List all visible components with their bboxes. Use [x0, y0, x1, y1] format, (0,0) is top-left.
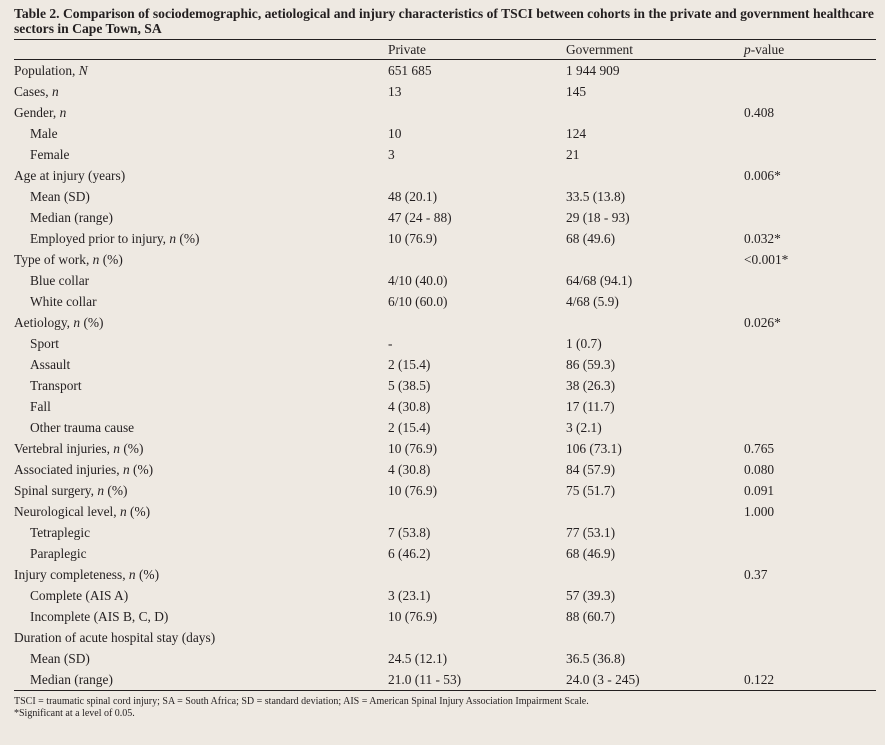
table-row [14, 522, 876, 543]
government-value [566, 312, 744, 333]
table-row [14, 564, 876, 585]
row-label: Injury completeness, n (%) [14, 566, 160, 582]
p-value [744, 417, 876, 438]
table-row [14, 627, 876, 648]
p-value: 0.37 [744, 566, 768, 582]
government-value: 36.5 (36.8) [566, 650, 626, 666]
p-value [744, 606, 876, 627]
stat-symbol: n [128, 566, 136, 582]
p-value [744, 585, 876, 606]
p-value: 0.006* [744, 167, 781, 183]
row-label: Aetiology, n (%) [14, 314, 104, 330]
table-row [14, 585, 876, 606]
row-label: Gender, n [14, 104, 67, 120]
stat-symbol: n [59, 104, 67, 120]
private-value: 3 [388, 146, 395, 162]
private-value [388, 102, 566, 123]
private-value: 6/10 (60.0) [388, 293, 448, 309]
table-row [14, 501, 876, 522]
p-value [744, 354, 876, 375]
private-value: - [388, 335, 393, 351]
government-value [566, 501, 744, 522]
p-value [744, 144, 876, 165]
government-value: 68 (46.9) [566, 545, 616, 561]
p-value [744, 333, 876, 354]
government-value [566, 627, 744, 648]
table-row [14, 417, 876, 438]
stat-symbol: n [51, 83, 59, 99]
p-value [744, 60, 876, 81]
stat-symbol: n [169, 230, 177, 246]
p-value [744, 375, 876, 396]
private-value: 10 [388, 125, 402, 141]
government-value: 29 (18 - 93) [566, 209, 630, 225]
data-table-body [14, 60, 876, 690]
table-row [14, 459, 876, 480]
private-value: 4/10 (40.0) [388, 272, 448, 288]
p-value [744, 543, 876, 564]
row-label: Fall [30, 398, 51, 414]
footnote-significance: *Significant at a level of 0.05. [14, 707, 135, 719]
row-label: Neurological level, n (%) [14, 503, 151, 519]
private-value [388, 249, 566, 270]
header-government: Government [566, 41, 633, 57]
private-value [388, 627, 566, 648]
government-value [566, 102, 744, 123]
p-value [744, 123, 876, 144]
row-label: Spinal surgery, n (%) [14, 482, 128, 498]
p-value [744, 81, 876, 102]
private-value: 13 [388, 83, 402, 99]
table-row [14, 354, 876, 375]
row-label: Duration of acute hospital stay (days) [14, 629, 216, 645]
government-value: 33.5 (13.8) [566, 188, 626, 204]
footnotes [14, 696, 876, 719]
government-value: 77 (53.1) [566, 524, 616, 540]
government-value: 4/68 (5.9) [566, 293, 619, 309]
table-header [14, 40, 876, 59]
private-value: 2 (15.4) [388, 419, 431, 435]
p-value: 0.080 [744, 461, 775, 477]
table-row [14, 123, 876, 144]
government-value: 106 (73.1) [566, 440, 622, 456]
private-value: 4 (30.8) [388, 461, 431, 477]
table-row [14, 291, 876, 312]
table-row [14, 144, 876, 165]
government-value: 38 (26.3) [566, 377, 616, 393]
private-value: 5 (38.5) [388, 377, 431, 393]
government-value: 64/68 (94.1) [566, 272, 633, 288]
government-value: 145 [566, 83, 587, 99]
bottom-rule [14, 690, 876, 691]
header-p-rest: -value [750, 41, 785, 57]
row-label: Male [30, 125, 58, 141]
private-value: 24.5 (12.1) [388, 650, 448, 666]
header-p-value [744, 40, 876, 59]
private-value: 6 (46.2) [388, 545, 431, 561]
row-label: Type of work, n (%) [14, 251, 123, 267]
p-value: 0.026* [744, 314, 781, 330]
p-value [744, 207, 876, 228]
private-value: 21.0 (11 - 53) [388, 671, 462, 687]
private-value: 48 (20.1) [388, 188, 438, 204]
p-value: 0.032* [744, 230, 781, 246]
table-row [14, 669, 876, 690]
row-label: Employed prior to injury, n (%) [30, 230, 200, 246]
p-value [744, 522, 876, 543]
government-value [566, 564, 744, 585]
private-value: 10 (76.9) [388, 482, 438, 498]
p-value: 1.000 [744, 503, 775, 519]
table-row [14, 165, 876, 186]
p-value [744, 627, 876, 648]
government-value: 84 (57.9) [566, 461, 616, 477]
row-label: Age at injury (years) [14, 167, 126, 183]
row-label: Tetraplegic [30, 524, 91, 540]
table-row [14, 228, 876, 249]
row-label: Transport [30, 377, 82, 393]
government-value [566, 249, 744, 270]
stat-symbol: n [119, 503, 127, 519]
header-private: Private [388, 41, 426, 57]
private-value: 651 685 [388, 62, 432, 78]
government-value: 1 944 909 [566, 62, 620, 78]
row-label: White collar [30, 293, 97, 309]
footnote-abbreviations: TSCI = traumatic spinal cord injury; SA = South Africa; SD = standard deviation; AIS = American Spinal Injury Association Impairment Scale. [14, 696, 589, 707]
government-value: 86 (59.3) [566, 356, 616, 372]
private-value: 10 (76.9) [388, 440, 438, 456]
header-p-italic: p [744, 41, 751, 57]
private-value: 7 (53.8) [388, 524, 431, 540]
stat-symbol: n [73, 314, 81, 330]
row-label: Associated injuries, n (%) [14, 461, 154, 477]
government-value: 68 (49.6) [566, 230, 616, 246]
government-value: 21 [566, 146, 580, 162]
private-value: 10 (76.9) [388, 608, 438, 624]
private-value: 47 (24 - 88) [388, 209, 452, 225]
government-value: 124 [566, 125, 587, 141]
p-value: 0.122 [744, 671, 775, 687]
p-value: 0.765 [744, 440, 775, 456]
table-container [14, 6, 876, 719]
row-label: Sport [30, 335, 60, 351]
row-label: Vertebral injuries, n (%) [14, 440, 144, 456]
row-label: Complete (AIS A) [30, 587, 129, 603]
header-row [14, 40, 876, 59]
table-row [14, 606, 876, 627]
table-row [14, 270, 876, 291]
private-value [388, 165, 566, 186]
government-value: 17 (11.7) [566, 398, 615, 414]
government-value: 3 (2.1) [566, 419, 602, 435]
government-value: 88 (60.7) [566, 608, 616, 624]
government-value [566, 165, 744, 186]
p-value: <0.001* [744, 251, 789, 267]
private-value: 4 (30.8) [388, 398, 431, 414]
table-row [14, 480, 876, 501]
row-label: Other trauma cause [30, 419, 135, 435]
row-label: Paraplegic [30, 545, 87, 561]
p-value [744, 291, 876, 312]
private-value: 3 (23.1) [388, 587, 431, 603]
row-label: Mean (SD) [30, 650, 90, 666]
table-row [14, 102, 876, 123]
p-value [744, 396, 876, 417]
row-label: Cases, n [14, 83, 59, 99]
row-label: Mean (SD) [30, 188, 90, 204]
row-label: Median (range) [30, 671, 113, 687]
private-value: 10 (76.9) [388, 230, 438, 246]
table-row [14, 186, 876, 207]
private-value: 2 (15.4) [388, 356, 431, 372]
table-row [14, 249, 876, 270]
p-value: 0.091 [744, 482, 775, 498]
table-body [14, 60, 876, 690]
stat-symbol: n [97, 482, 105, 498]
p-value [744, 186, 876, 207]
government-value: 75 (51.7) [566, 482, 616, 498]
row-label: Blue collar [30, 272, 90, 288]
table-row [14, 81, 876, 102]
table-row [14, 375, 876, 396]
table-row [14, 207, 876, 228]
government-value: 24.0 (3 - 245) [566, 671, 640, 687]
private-value [388, 501, 566, 522]
row-label: Assault [30, 356, 71, 372]
table-row [14, 312, 876, 333]
p-value: 0.408 [744, 104, 775, 120]
table-row [14, 438, 876, 459]
government-value: 1 (0.7) [566, 335, 602, 351]
p-value [744, 270, 876, 291]
row-label: Median (range) [30, 209, 113, 225]
table-row [14, 60, 876, 81]
row-label: Population, N [14, 62, 88, 78]
private-value [388, 564, 566, 585]
row-label: Incomplete (AIS B, C, D) [30, 608, 169, 624]
stat-symbol: N [78, 62, 88, 78]
data-table [14, 40, 876, 59]
table-caption: Table 2. Comparison of sociodemographic, aetiological and injury characteristics of TSCI between cohorts in the private and government healthcare sectors in Cape Town, SA [14, 6, 874, 36]
p-value [744, 648, 876, 669]
table-row [14, 333, 876, 354]
table-row [14, 396, 876, 417]
stat-symbol: n [122, 461, 130, 477]
row-label: Female [30, 146, 70, 162]
header-label [14, 40, 388, 59]
stat-symbol: n [113, 440, 120, 456]
table-row [14, 648, 876, 669]
table-row [14, 543, 876, 564]
government-value: 57 (39.3) [566, 587, 616, 603]
private-value [388, 312, 566, 333]
stat-symbol: n [92, 251, 100, 267]
